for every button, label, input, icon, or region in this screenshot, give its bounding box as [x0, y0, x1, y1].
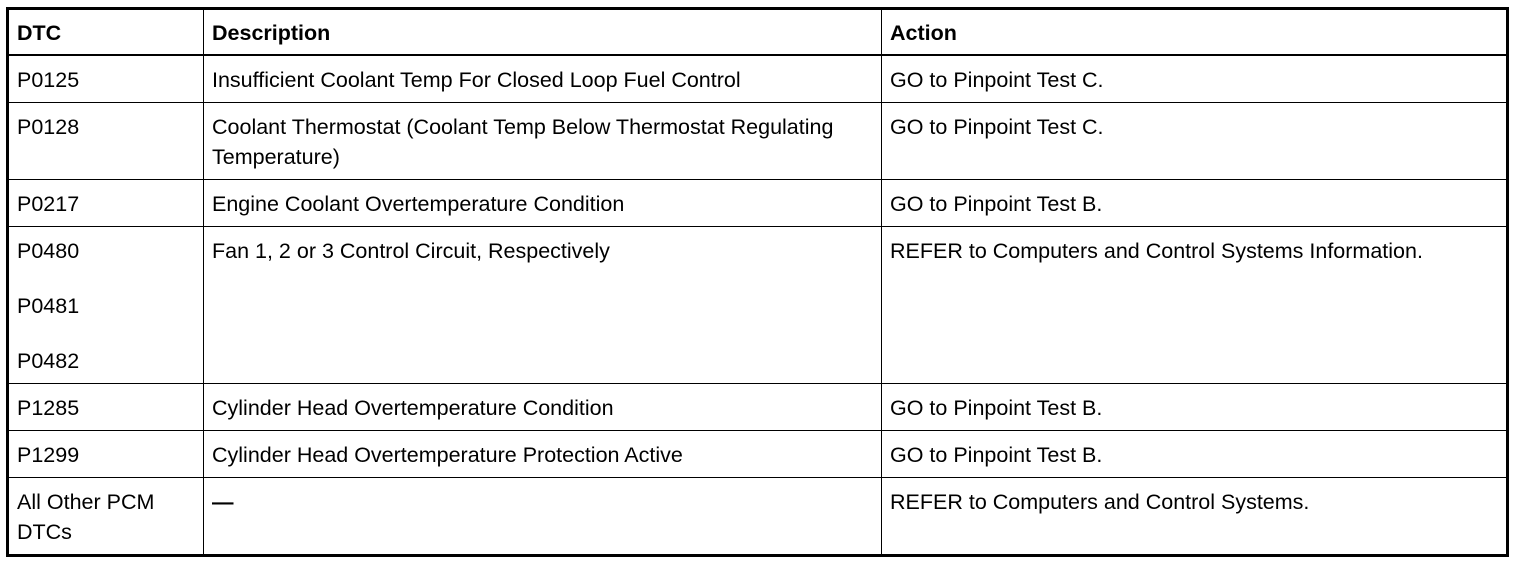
description-cell: Cylinder Head Overtemperature Protection Active [204, 431, 882, 478]
dtc-code: P0125 [17, 68, 80, 92]
dtc-cell [8, 227, 204, 384]
dtc-code: P0482 [17, 349, 80, 373]
table-row [8, 55, 1508, 103]
description-cell: Coolant Thermostat (Coolant Temp Below Thermostat Regulating Temperature) [204, 103, 882, 180]
dtc-cell [8, 431, 204, 478]
action-cell: REFER to Computers and Control Systems Information. [882, 227, 1508, 384]
dtc-cell [8, 384, 204, 431]
dtc-code: P0481 [17, 294, 80, 318]
dtc-cell [8, 478, 204, 556]
action-cell: GO to Pinpoint Test B. [882, 384, 1508, 431]
description-cell: Engine Coolant Overtemperature Condition [204, 180, 882, 227]
action-cell: GO to Pinpoint Test B. [882, 431, 1508, 478]
description-cell: Cylinder Head Overtemperature Condition [204, 384, 882, 431]
dtc-code: All Other PCM DTCs [17, 490, 155, 544]
description-cell: Fan 1, 2 or 3 Control Circuit, Respectively [204, 227, 882, 384]
dtc-table [6, 7, 1509, 557]
action-cell: GO to Pinpoint Test C. [882, 103, 1508, 180]
action-cell: GO to Pinpoint Test B. [882, 180, 1508, 227]
table-row [8, 103, 1508, 180]
action-cell: REFER to Computers and Control Systems. [882, 478, 1508, 556]
dtc-cell [8, 180, 204, 227]
table-row [8, 180, 1508, 227]
action-cell: GO to Pinpoint Test C. [882, 55, 1508, 103]
table-row [8, 478, 1508, 556]
header-action: Action [882, 9, 1508, 56]
header-dtc: DTC [8, 9, 204, 56]
dtc-code: P0480 [17, 239, 80, 263]
dtc-code: P1299 [17, 443, 80, 467]
table-row [8, 431, 1508, 478]
dtc-cell [8, 55, 204, 103]
table-row [8, 227, 1508, 384]
table-row [8, 384, 1508, 431]
description-cell: — [204, 478, 882, 556]
dtc-code: P1285 [17, 396, 80, 420]
description-cell: Insufficient Coolant Temp For Closed Loop Fuel Control [204, 55, 882, 103]
header-description: Description [204, 9, 882, 56]
table-header-row [8, 9, 1508, 56]
dtc-cell [8, 103, 204, 180]
dtc-code: P0217 [17, 192, 80, 216]
dtc-code: P0128 [17, 115, 80, 139]
